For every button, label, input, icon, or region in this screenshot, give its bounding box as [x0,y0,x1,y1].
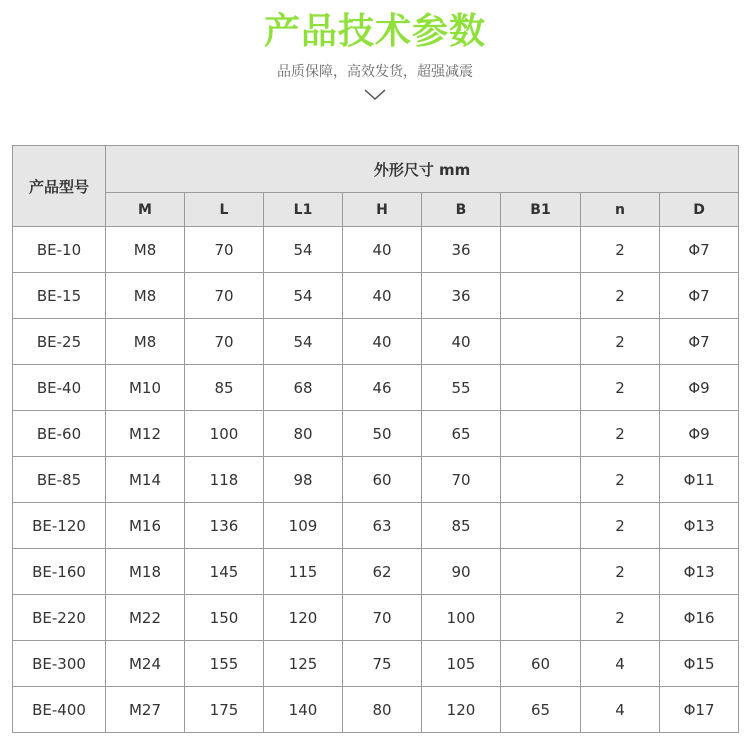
cell-h: 60 [343,457,422,503]
cell-n: 2 [581,273,660,319]
cell-n: 2 [581,227,660,273]
model-cell: BE-85 [13,457,106,503]
cell-l1: 98 [264,457,343,503]
table-row [13,227,739,273]
column-header-l: L [185,193,264,227]
table-row [13,641,739,687]
cell-d: Φ7 [660,273,739,319]
cell-b1 [501,503,581,549]
cell-l1: 140 [264,687,343,733]
cell-b1 [501,227,581,273]
column-header-n: n [581,193,660,227]
cell-n: 2 [581,365,660,411]
cell-b: 70 [422,457,501,503]
cell-b: 85 [422,503,501,549]
table-row [13,457,739,503]
cell-n: 2 [581,503,660,549]
cell-b1 [501,549,581,595]
cell-b: 36 [422,227,501,273]
cell-l1: 125 [264,641,343,687]
cell-d: Φ9 [660,411,739,457]
cell-l1: 80 [264,411,343,457]
cell-l: 136 [185,503,264,549]
cell-m: M22 [106,595,185,641]
cell-n: 2 [581,457,660,503]
cell-b: 105 [422,641,501,687]
column-header-row [13,193,739,227]
cell-m: M14 [106,457,185,503]
column-header-b1: B1 [501,193,581,227]
cell-l1: 54 [264,273,343,319]
cell-b1 [501,411,581,457]
cell-d: Φ15 [660,641,739,687]
model-column-header: 产品型号 [13,146,106,227]
cell-l: 100 [185,411,264,457]
table-row [13,549,739,595]
table-body [13,227,739,733]
page-subtitle: 品质保障，高效发货，超强减震 [277,64,473,80]
cell-m: M24 [106,641,185,687]
cell-b1: 60 [501,641,581,687]
cell-h: 75 [343,641,422,687]
cell-b: 65 [422,411,501,457]
cell-h: 40 [343,319,422,365]
table-row [13,503,739,549]
cell-b1 [501,365,581,411]
cell-h: 80 [343,687,422,733]
cell-d: Φ7 [660,227,739,273]
table-row [13,319,739,365]
cell-l1: 68 [264,365,343,411]
cell-b: 55 [422,365,501,411]
cell-b: 90 [422,549,501,595]
model-cell: BE-60 [13,411,106,457]
column-header-m: M [106,193,185,227]
cell-h: 40 [343,227,422,273]
cell-l: 145 [185,549,264,595]
cell-b1 [501,457,581,503]
cell-m: M8 [106,227,185,273]
cell-m: M12 [106,411,185,457]
cell-b1 [501,273,581,319]
cell-d: Φ11 [660,457,739,503]
dimensions-group-header: 外形尺寸 mm [106,146,739,193]
table-row [13,411,739,457]
cell-n: 4 [581,641,660,687]
cell-l: 175 [185,687,264,733]
cell-n: 2 [581,549,660,595]
table-row [13,687,739,733]
table-row [13,273,739,319]
column-header-b: B [422,193,501,227]
model-cell: BE-40 [13,365,106,411]
cell-b: 40 [422,319,501,365]
model-cell: BE-120 [13,503,106,549]
cell-l: 118 [185,457,264,503]
column-header-h: H [343,193,422,227]
cell-l: 70 [185,227,264,273]
cell-n: 4 [581,687,660,733]
cell-b1 [501,319,581,365]
cell-n: 2 [581,595,660,641]
model-cell: BE-400 [13,687,106,733]
table-row [13,365,739,411]
cell-h: 70 [343,595,422,641]
cell-l1: 54 [264,319,343,365]
model-cell: BE-160 [13,549,106,595]
cell-b: 100 [422,595,501,641]
cell-h: 40 [343,273,422,319]
cell-h: 62 [343,549,422,595]
table-row [13,595,739,641]
page-title: 产品技术参数 [263,11,486,52]
cell-h: 50 [343,411,422,457]
cell-n: 2 [581,319,660,365]
cell-l1: 109 [264,503,343,549]
spec-table [12,145,739,733]
model-cell: BE-220 [13,595,106,641]
cell-b1 [501,595,581,641]
cell-d: Φ13 [660,503,739,549]
model-cell: BE-10 [13,227,106,273]
cell-m: M8 [106,273,185,319]
cell-l: 70 [185,319,264,365]
cell-l1: 120 [264,595,343,641]
chevron-down-icon [363,88,387,102]
cell-m: M18 [106,549,185,595]
cell-l: 70 [185,273,264,319]
cell-l: 155 [185,641,264,687]
cell-n: 2 [581,411,660,457]
cell-b: 36 [422,273,501,319]
model-cell: BE-25 [13,319,106,365]
cell-b1: 65 [501,687,581,733]
cell-h: 46 [343,365,422,411]
cell-d: Φ7 [660,319,739,365]
cell-m: M16 [106,503,185,549]
cell-d: Φ17 [660,687,739,733]
cell-d: Φ9 [660,365,739,411]
model-cell: BE-300 [13,641,106,687]
cell-l1: 115 [264,549,343,595]
cell-d: Φ13 [660,549,739,595]
cell-l: 150 [185,595,264,641]
model-cell: BE-15 [13,273,106,319]
column-header-d: D [660,193,739,227]
cell-h: 63 [343,503,422,549]
cell-m: M27 [106,687,185,733]
cell-m: M10 [106,365,185,411]
cell-l: 85 [185,365,264,411]
cell-m: M8 [106,319,185,365]
cell-b: 120 [422,687,501,733]
cell-d: Φ16 [660,595,739,641]
column-header-l1: L1 [264,193,343,227]
cell-l1: 54 [264,227,343,273]
